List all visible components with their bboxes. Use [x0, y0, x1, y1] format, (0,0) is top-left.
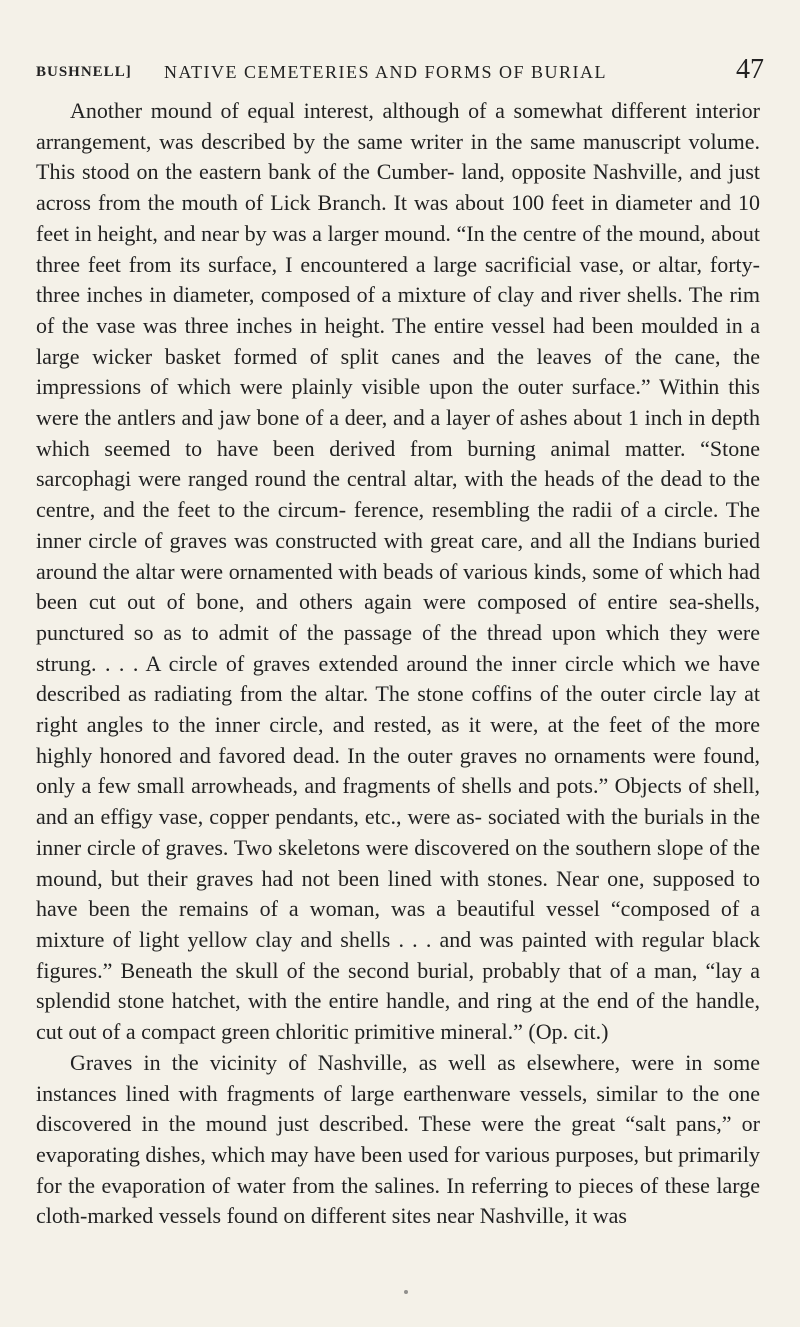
header-title: NATIVE CEMETERIES AND FORMS OF BURIAL [164, 62, 608, 82]
body-text [36, 96, 760, 1232]
printer-mark [404, 1290, 408, 1294]
page-number: 47 [736, 54, 764, 85]
running-header [36, 54, 764, 88]
paragraph-nashville-graves: Graves in the vicinity of Nashville, as well as elsewhere, were in some instances lined with fragments of large earthenware vessels, similar to the one discovered in the mound just described. These were the great “salt pans,” or evaporating dishes, which may have been used for various purposes, but primarily for the evaporation of water from the salines. In referring to pieces of these large cloth-marked vessels found on different sites near Nashville, it was [36, 1049, 760, 1229]
header-author: BUSHNELL] [36, 64, 132, 80]
paragraph-mound-description: Another mound of equal interest, although of a somewhat different interior arrangement, was described by the same writer in the same manuscript volume. This stood on the eastern bank of the Cumber- land, opposite Nashville, and just across from the mouth of Lick Branch. It was about 100 feet in diameter and 10 feet in height, and near by was a larger mound. “In the centre of the mound, about three feet from its surface, I encountered a large sacrificial vase, or altar, forty-three inches in diameter, composed of a mixture of clay and river shells. The rim of the vase was three inches in height. The entire vessel had been moulded in a large wicker basket formed of split canes and the leaves of the cane, the impressions of which were plainly visible upon the outer surface.” Within this were the antlers and jaw bone of a deer, and a layer of ashes about 1 inch in depth which seemed to have been derived from burning animal matter. “Stone sarcophagi were ranged round the central altar, with the heads of the dead to the centre, and the feet to the circum- ference, resembling the radii of a circle. The inner circle of graves was constructed with great care, and all the Indians buried around the altar were ornamented with beads of various kinds, some of which had been cut out of bone, and others again were composed of entire sea-shells, punctured so as to admit of the passage of the thread upon which they were strung. . . . A circle of graves extended around the inner circle which we have described as radiating from the altar. The stone coffins of the outer circle lay at right angles to the inner circle, and rested, as it were, at the feet of the more highly honored and favored dead. In the outer graves no ornaments were found, only a few small arrowheads, and fragments of shells and pots.” Objects of shell, and an effigy vase, copper pendants, etc., were as- sociated with the burials in the inner circle of graves. Two skeletons were discovered on the southern slope of the mound, but their graves had not been lined with stones. Near one, supposed to have been the remains of a woman, was a beautiful vessel “composed of a mixture of light yellow clay and shells . . . and was painted with regular black figures.” Beneath the skull of the second burial, probably that of a man, “lay a splendid stone hatchet, with the entire handle, and ring at the end of the handle, cut out of a compact green chloritic primitive mineral.” (Op. cit.) [36, 98, 760, 1045]
